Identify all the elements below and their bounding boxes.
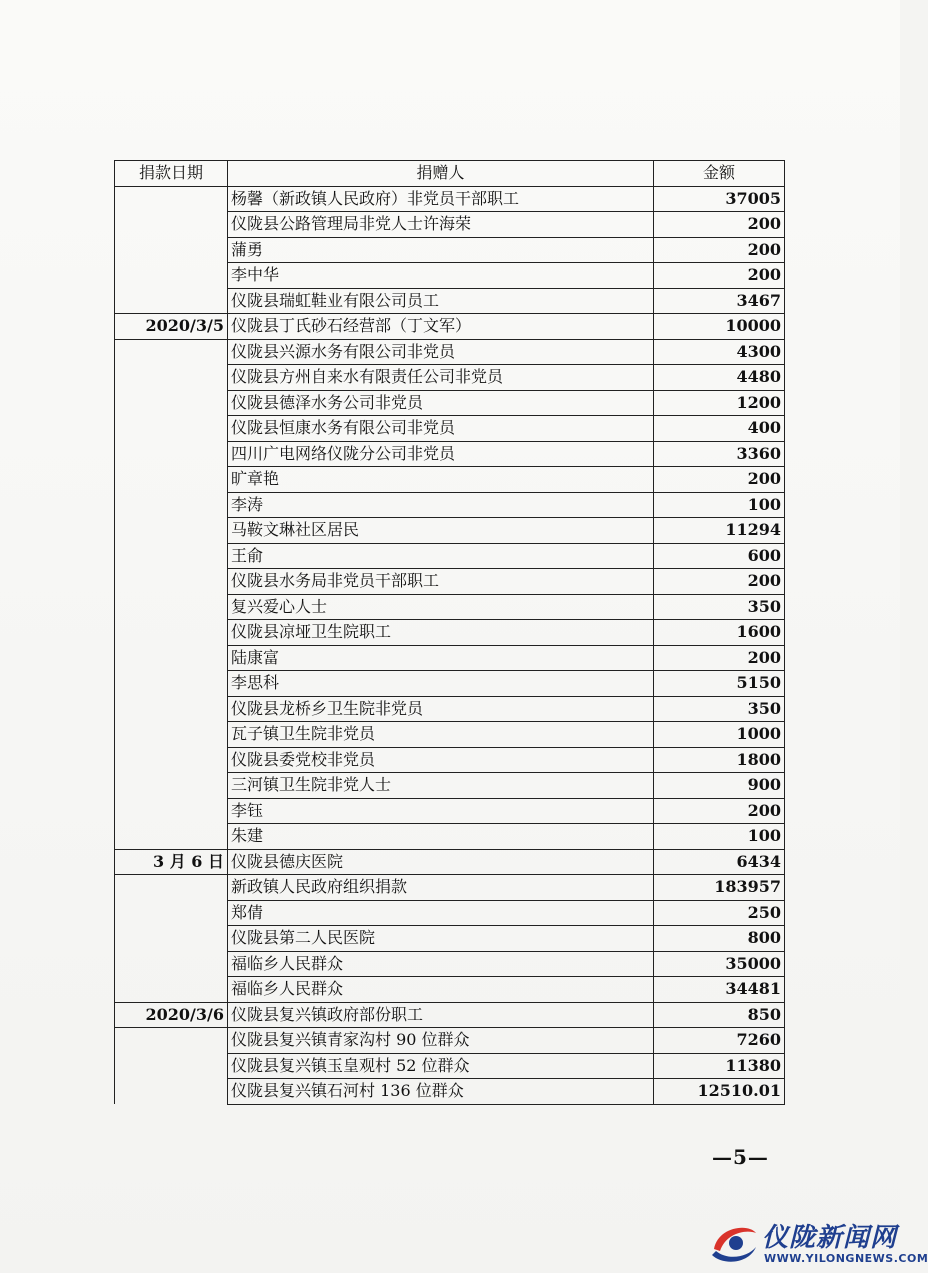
table-row [115,951,785,977]
amount-cell: 1600 [654,620,785,646]
table-row [115,1053,785,1079]
site-url: WWW.YILONGNEWS.COM [764,1252,928,1265]
page-number: —5— [712,1145,769,1169]
site-name: 仪陇新闻网 [762,1223,898,1253]
date-cell [115,569,228,595]
table-row [115,339,785,365]
date-cell [115,645,228,671]
date-cell [115,441,228,467]
donor-cell: 四川广电网络仪陇分公司非党员 [228,441,654,467]
amount-cell: 200 [654,237,785,263]
donor-cell: 陆康富 [228,645,654,671]
donor-cell: 仪陇县方州自来水有限责任公司非党员 [228,365,654,391]
table-row [115,824,785,850]
date-cell [115,1053,228,1079]
donor-cell: 福临乡人民群众 [228,951,654,977]
date-cell [115,339,228,365]
donor-cell: 仪陇县复兴镇政府部份职工 [228,1002,654,1028]
amount-cell: 11294 [654,518,785,544]
donor-cell: 瓦子镇卫生院非党员 [228,722,654,748]
amount-cell: 350 [654,696,785,722]
donor-cell: 仪陇县丁氏砂石经营部（丁文军） [228,314,654,340]
date-cell [115,186,228,212]
date-cell [115,467,228,493]
amount-cell: 1000 [654,722,785,748]
donor-cell: 仪陇县瑞虹鞋业有限公司员工 [228,288,654,314]
amount-cell: 800 [654,926,785,952]
amount-cell: 900 [654,773,785,799]
donor-cell: 王俞 [228,543,654,569]
date-cell [115,977,228,1003]
table-header-row [115,161,785,187]
donor-cell: 杨馨（新政镇人民政府）非党员干部职工 [228,186,654,212]
date-cell [115,773,228,799]
donor-cell: 仪陇县复兴镇石河村 136 位群众 [228,1079,654,1105]
donor-cell: 仪陇县凉垭卫生院职工 [228,620,654,646]
amount-cell: 350 [654,594,785,620]
header-donor: 捐赠人 [228,161,654,187]
amount-cell: 34481 [654,977,785,1003]
amount-cell: 3360 [654,441,785,467]
amount-cell: 4300 [654,339,785,365]
date-cell [115,237,228,263]
date-cell [115,951,228,977]
donor-cell: 旷章艳 [228,467,654,493]
table-row [115,569,785,595]
date-cell: 2020/3/6 [115,1002,228,1028]
donor-cell: 李中华 [228,263,654,289]
donor-cell: 仪陇县兴源水务有限公司非党员 [228,339,654,365]
table-row [115,671,785,697]
donor-cell: 马鞍文琳社区居民 [228,518,654,544]
table-row [115,390,785,416]
date-cell [115,620,228,646]
site-watermark [708,1215,928,1271]
donor-cell: 三河镇卫生院非党人士 [228,773,654,799]
donor-cell: 仪陇县公路管理局非党人士许海荣 [228,212,654,238]
amount-cell: 100 [654,824,785,850]
amount-cell: 1200 [654,390,785,416]
amount-cell: 100 [654,492,785,518]
table-row [115,977,785,1003]
donation-table [114,160,785,1105]
table-row [115,186,785,212]
date-cell [115,926,228,952]
amount-cell: 35000 [654,951,785,977]
date-cell [115,671,228,697]
donor-cell: 新政镇人民政府组织捐款 [228,875,654,901]
amount-cell: 37005 [654,186,785,212]
table-row [115,773,785,799]
date-cell [115,492,228,518]
date-cell [115,875,228,901]
donor-cell: 仪陇县复兴镇玉皇观村 52 位群众 [228,1053,654,1079]
donor-cell: 福临乡人民群众 [228,977,654,1003]
date-cell [115,543,228,569]
table-row [115,696,785,722]
site-logo-icon [708,1219,760,1267]
amount-cell: 400 [654,416,785,442]
amount-cell: 7260 [654,1028,785,1054]
amount-cell: 200 [654,263,785,289]
donor-cell: 仪陇县复兴镇青家沟村 90 位群众 [228,1028,654,1054]
amount-cell: 200 [654,467,785,493]
table-row [115,543,785,569]
amount-cell: 183957 [654,875,785,901]
table-row [115,314,785,340]
table-row [115,900,785,926]
amount-cell: 12510.01 [654,1079,785,1105]
date-cell [115,900,228,926]
table-row [115,212,785,238]
table-row [115,518,785,544]
date-cell [115,1028,228,1054]
table-row [115,1079,785,1105]
date-cell [115,747,228,773]
amount-cell: 5150 [654,671,785,697]
date-cell [115,365,228,391]
table-row [115,467,785,493]
table-row [115,237,785,263]
table-row [115,620,785,646]
table-row [115,365,785,391]
table-row [115,875,785,901]
date-cell [115,722,228,748]
date-cell [115,288,228,314]
table-row [115,594,785,620]
amount-cell: 3467 [654,288,785,314]
amount-cell: 10000 [654,314,785,340]
donor-cell: 复兴爱心人士 [228,594,654,620]
date-cell: 2020/3/5 [115,314,228,340]
amount-cell: 200 [654,798,785,824]
date-cell [115,1079,228,1105]
donor-cell: 郑倩 [228,900,654,926]
table-row [115,798,785,824]
donor-cell: 仪陇县水务局非党员干部职工 [228,569,654,595]
date-cell [115,824,228,850]
amount-cell: 200 [654,212,785,238]
amount-cell: 250 [654,900,785,926]
donor-cell: 仪陇县德泽水务公司非党员 [228,390,654,416]
date-cell: 3 月 6 日 [115,849,228,875]
date-cell [115,212,228,238]
table-row [115,441,785,467]
amount-cell: 4480 [654,365,785,391]
date-cell [115,263,228,289]
amount-cell: 850 [654,1002,785,1028]
date-cell [115,696,228,722]
header-date: 捐款日期 [115,161,228,187]
table-row [115,492,785,518]
date-cell [115,594,228,620]
table-row [115,1028,785,1054]
table-row [115,263,785,289]
table-row [115,645,785,671]
amount-cell: 1800 [654,747,785,773]
donor-cell: 仪陇县龙桥乡卫生院非党员 [228,696,654,722]
table-row [115,722,785,748]
date-cell [115,416,228,442]
donor-cell: 仪陇县第二人民医院 [228,926,654,952]
table-row [115,288,785,314]
amount-cell: 200 [654,569,785,595]
amount-cell: 200 [654,645,785,671]
date-cell [115,518,228,544]
date-cell [115,390,228,416]
donor-cell: 朱建 [228,824,654,850]
table-row [115,416,785,442]
table-row [115,1002,785,1028]
donor-cell: 仪陇县恒康水务有限公司非党员 [228,416,654,442]
amount-cell: 600 [654,543,785,569]
donor-cell: 李钰 [228,798,654,824]
amount-cell: 6434 [654,849,785,875]
donor-cell: 仪陇县德庆医院 [228,849,654,875]
donor-cell: 李思科 [228,671,654,697]
donor-cell: 李涛 [228,492,654,518]
donor-cell: 蒲勇 [228,237,654,263]
donor-cell: 仪陇县委党校非党员 [228,747,654,773]
table-row [115,849,785,875]
date-cell [115,798,228,824]
table-row [115,747,785,773]
amount-cell: 11380 [654,1053,785,1079]
table-row [115,926,785,952]
header-amount: 金额 [654,161,785,187]
